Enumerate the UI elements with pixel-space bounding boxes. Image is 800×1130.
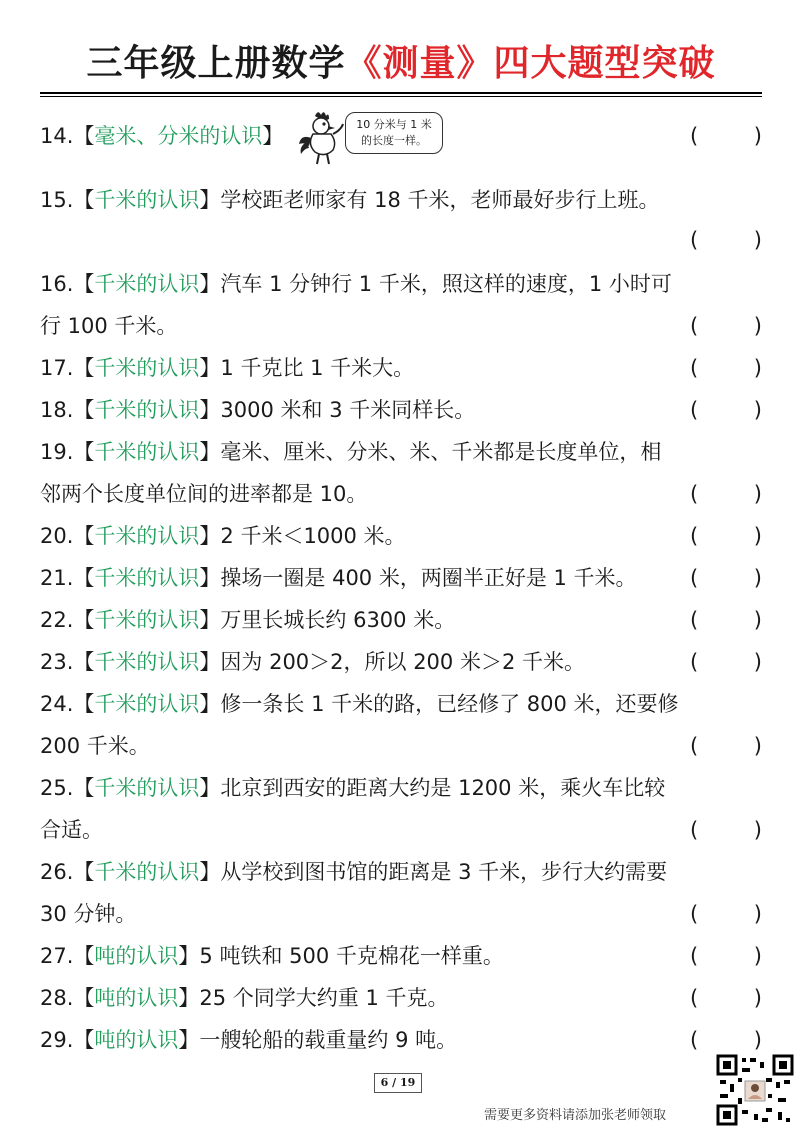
tag-bracket-open: 【: [73, 124, 95, 148]
paren-open: (: [690, 314, 699, 338]
question-text-continued: 合适。: [40, 818, 103, 842]
question-number: 19.: [40, 440, 74, 464]
question-number: 27.: [40, 944, 74, 968]
question-text: 毫米、厘米、分米、米、千米都是长度单位，相: [220, 440, 662, 464]
answer-blank[interactable]: [690, 350, 762, 386]
question-item: [40, 266, 762, 302]
footer-note: 需要更多资料请添加张老师领取: [484, 1108, 667, 1123]
tag-bracket-close: 】: [178, 944, 200, 968]
question-text: 3000 米和 3 千米同样长。: [220, 398, 476, 422]
tag-bracket-open: 【: [73, 356, 95, 380]
question-number: 22.: [40, 608, 74, 632]
tag-bracket-close: 】: [199, 650, 221, 674]
tag-bracket-close: 】: [199, 608, 221, 632]
answer-blank[interactable]: [690, 118, 762, 154]
tag-bracket-close: 】: [199, 776, 221, 800]
tag-bracket-close: 】: [199, 692, 221, 716]
tag-bracket-close: 】: [199, 440, 221, 464]
paren-close: ): [753, 1028, 762, 1052]
question-text: 修一条长 1 千米的路，已经修了 800 米，还要修: [220, 692, 679, 716]
paren-open: (: [690, 608, 699, 632]
question-tag: 千米的认识: [94, 356, 200, 380]
question-text-continued: 邻两个长度单位间的进率都是 10。: [40, 482, 368, 506]
question-tag: 千米的认识: [94, 440, 200, 464]
question-item: [40, 686, 762, 722]
question-item: [40, 938, 762, 974]
answer-blank[interactable]: [690, 308, 762, 344]
page-header: [40, 38, 762, 90]
header-divider-thin: [40, 96, 762, 97]
question-tag: 吨的认识: [94, 986, 179, 1010]
question-number: 28.: [40, 986, 74, 1010]
question-item: [40, 392, 762, 428]
paren-open: (: [690, 228, 699, 252]
tag-bracket-open: 【: [73, 440, 95, 464]
tag-bracket-open: 【: [73, 1028, 95, 1052]
question-text: 5 吨铁和 500 千克棉花一样重。: [199, 944, 504, 968]
paren-close: ): [753, 986, 762, 1010]
paren-open: (: [690, 650, 699, 674]
paren-open: (: [690, 482, 699, 506]
question-tag: 千米的认识: [94, 524, 200, 548]
paren-open: (: [690, 524, 699, 548]
question-text: 一艘轮船的载重量约 9 吨。: [199, 1028, 458, 1052]
paren-close: ): [753, 314, 762, 338]
speech-bubble: 10 分米与 1 米 的长度一样。: [345, 112, 443, 154]
question-tag: 千米的认识: [94, 860, 200, 884]
question-item: [40, 854, 762, 890]
tag-bracket-close: 】: [199, 356, 221, 380]
paren-close: ): [753, 124, 762, 148]
question-item: [40, 434, 762, 470]
question-tag: 千米的认识: [94, 566, 200, 590]
answer-blank[interactable]: [690, 602, 762, 638]
paren-close: ): [753, 734, 762, 758]
question-text: 学校距老师家有 18 千米，老师最好步行上班。: [220, 188, 660, 212]
question-item: [40, 1022, 762, 1058]
question-continuation: [40, 812, 762, 848]
header-divider: [40, 92, 762, 94]
tag-bracket-close: 】: [178, 1028, 200, 1052]
answer-blank[interactable]: [690, 644, 762, 680]
question-continuation: [40, 476, 762, 512]
question-text: 汽车 1 分钟行 1 千米，照这样的速度，1 小时可: [220, 272, 672, 296]
answer-blank[interactable]: [690, 938, 762, 974]
question-item: [40, 182, 762, 218]
tag-bracket-open: 【: [73, 860, 95, 884]
question-number: 20.: [40, 524, 74, 548]
paren-close: ): [753, 818, 762, 842]
question-item: [40, 644, 762, 680]
question-item: [40, 980, 762, 1016]
tag-bracket-close: 】: [199, 566, 221, 590]
paren-close: ): [753, 566, 762, 590]
question-number: 25.: [40, 776, 74, 800]
tag-bracket-open: 【: [73, 986, 95, 1010]
answer-blank[interactable]: [690, 812, 762, 848]
answer-blank[interactable]: [690, 476, 762, 512]
question-tag: 千米的认识: [94, 608, 200, 632]
answer-blank[interactable]: [690, 896, 762, 932]
question-item: [40, 560, 762, 596]
tag-bracket-close: 】: [199, 272, 221, 296]
tag-bracket-close: 】: [199, 188, 221, 212]
paren-open: (: [690, 734, 699, 758]
paren-open: (: [690, 902, 699, 926]
question-tag: 千米的认识: [94, 188, 200, 212]
paren-close: ): [753, 228, 762, 252]
answer-blank[interactable]: [690, 222, 762, 258]
question-number: 23.: [40, 650, 74, 674]
paren-close: ): [753, 608, 762, 632]
question-tag: 千米的认识: [94, 398, 200, 422]
question-number: 17.: [40, 356, 74, 380]
question-tag: 吨的认识: [94, 1028, 179, 1052]
question-number: 14.: [40, 124, 74, 148]
paren-close: ): [753, 944, 762, 968]
question-number: 15.: [40, 188, 74, 212]
question-text-continued: 30 分钟。: [40, 902, 137, 926]
tag-bracket-open: 【: [73, 608, 95, 632]
answer-blank[interactable]: [690, 560, 762, 596]
tag-bracket-open: 【: [73, 524, 95, 548]
question-item: [40, 518, 762, 554]
paren-open: (: [690, 986, 699, 1010]
tag-bracket-open: 【: [73, 650, 95, 674]
answer-line: [40, 222, 762, 258]
tag-bracket-open: 【: [73, 272, 95, 296]
paren-open: (: [690, 398, 699, 422]
tag-bracket-close: 】: [199, 860, 221, 884]
paren-close: ): [753, 482, 762, 506]
paren-open: (: [690, 566, 699, 590]
question-text: 因为 200＞2，所以 200 米＞2 千米。: [220, 650, 585, 674]
tag-bracket-open: 【: [73, 188, 95, 212]
answer-blank[interactable]: [690, 980, 762, 1016]
answer-blank[interactable]: [690, 392, 762, 428]
question-number: 18.: [40, 398, 74, 422]
answer-blank[interactable]: [690, 518, 762, 554]
tag-bracket-close: 】: [178, 986, 200, 1010]
question-tag: 千米的认识: [94, 692, 200, 716]
tag-bracket-open: 【: [73, 944, 95, 968]
question-text: 操场一圈是 400 米，两圈半正好是 1 千米。: [220, 566, 637, 590]
question-number: 26.: [40, 860, 74, 884]
paren-open: (: [690, 1028, 699, 1052]
question-text: 万里长城长约 6300 米。: [220, 608, 456, 632]
paren-close: ): [753, 902, 762, 926]
page-number: 6 / 19: [374, 1073, 422, 1093]
answer-blank[interactable]: [690, 728, 762, 764]
question-tag: 千米的认识: [94, 650, 200, 674]
question-number: 24.: [40, 692, 74, 716]
tag-bracket-close: 】: [262, 124, 284, 148]
question-text-continued: 行 100 千米。: [40, 314, 178, 338]
paren-close: ): [753, 650, 762, 674]
question-continuation: [40, 308, 762, 344]
question-text-continued: 200 千米。: [40, 734, 150, 758]
question-text: 2 千米＜1000 米。: [220, 524, 406, 548]
question-number: 21.: [40, 566, 74, 590]
tag-bracket-close: 】: [199, 398, 221, 422]
question-text: 1 千克比 1 千米大。: [220, 356, 415, 380]
qr-code-icon: [716, 1054, 794, 1126]
tag-bracket-open: 【: [73, 398, 95, 422]
tag-bracket-open: 【: [73, 776, 95, 800]
page-title: 三年级上册数学《测量》四大题型突破: [86, 43, 716, 84]
question-item: [40, 350, 762, 386]
question-text: 25 个同学大约重 1 千克。: [199, 986, 449, 1010]
question-tag: 毫米、分米的认识: [94, 124, 263, 148]
paren-open: (: [690, 818, 699, 842]
question-tag: 吨的认识: [94, 944, 179, 968]
question-continuation: [40, 728, 762, 764]
question-item: [40, 118, 762, 154]
tag-bracket-open: 【: [73, 692, 95, 716]
answer-blank[interactable]: [690, 1022, 762, 1058]
paren-open: (: [690, 356, 699, 380]
question-number: 29.: [40, 1028, 74, 1052]
paren-close: ): [753, 356, 762, 380]
question-tag: 千米的认识: [94, 776, 200, 800]
question-item: [40, 602, 762, 638]
tag-bracket-close: 】: [199, 524, 221, 548]
question-tag: 千米的认识: [94, 272, 200, 296]
question-continuation: [40, 896, 762, 932]
question-text: 从学校到图书馆的距离是 3 千米，步行大约需要: [220, 860, 668, 884]
tag-bracket-open: 【: [73, 566, 95, 590]
question-item: [40, 770, 762, 806]
title-highlight: 《测量》: [345, 43, 494, 84]
paren-open: (: [690, 124, 699, 148]
paren-close: ): [753, 524, 762, 548]
question-text: 北京到西安的距离大约是 1200 米，乘火车比较: [220, 776, 666, 800]
paren-close: ): [753, 398, 762, 422]
paren-open: (: [690, 944, 699, 968]
question-number: 16.: [40, 272, 74, 296]
